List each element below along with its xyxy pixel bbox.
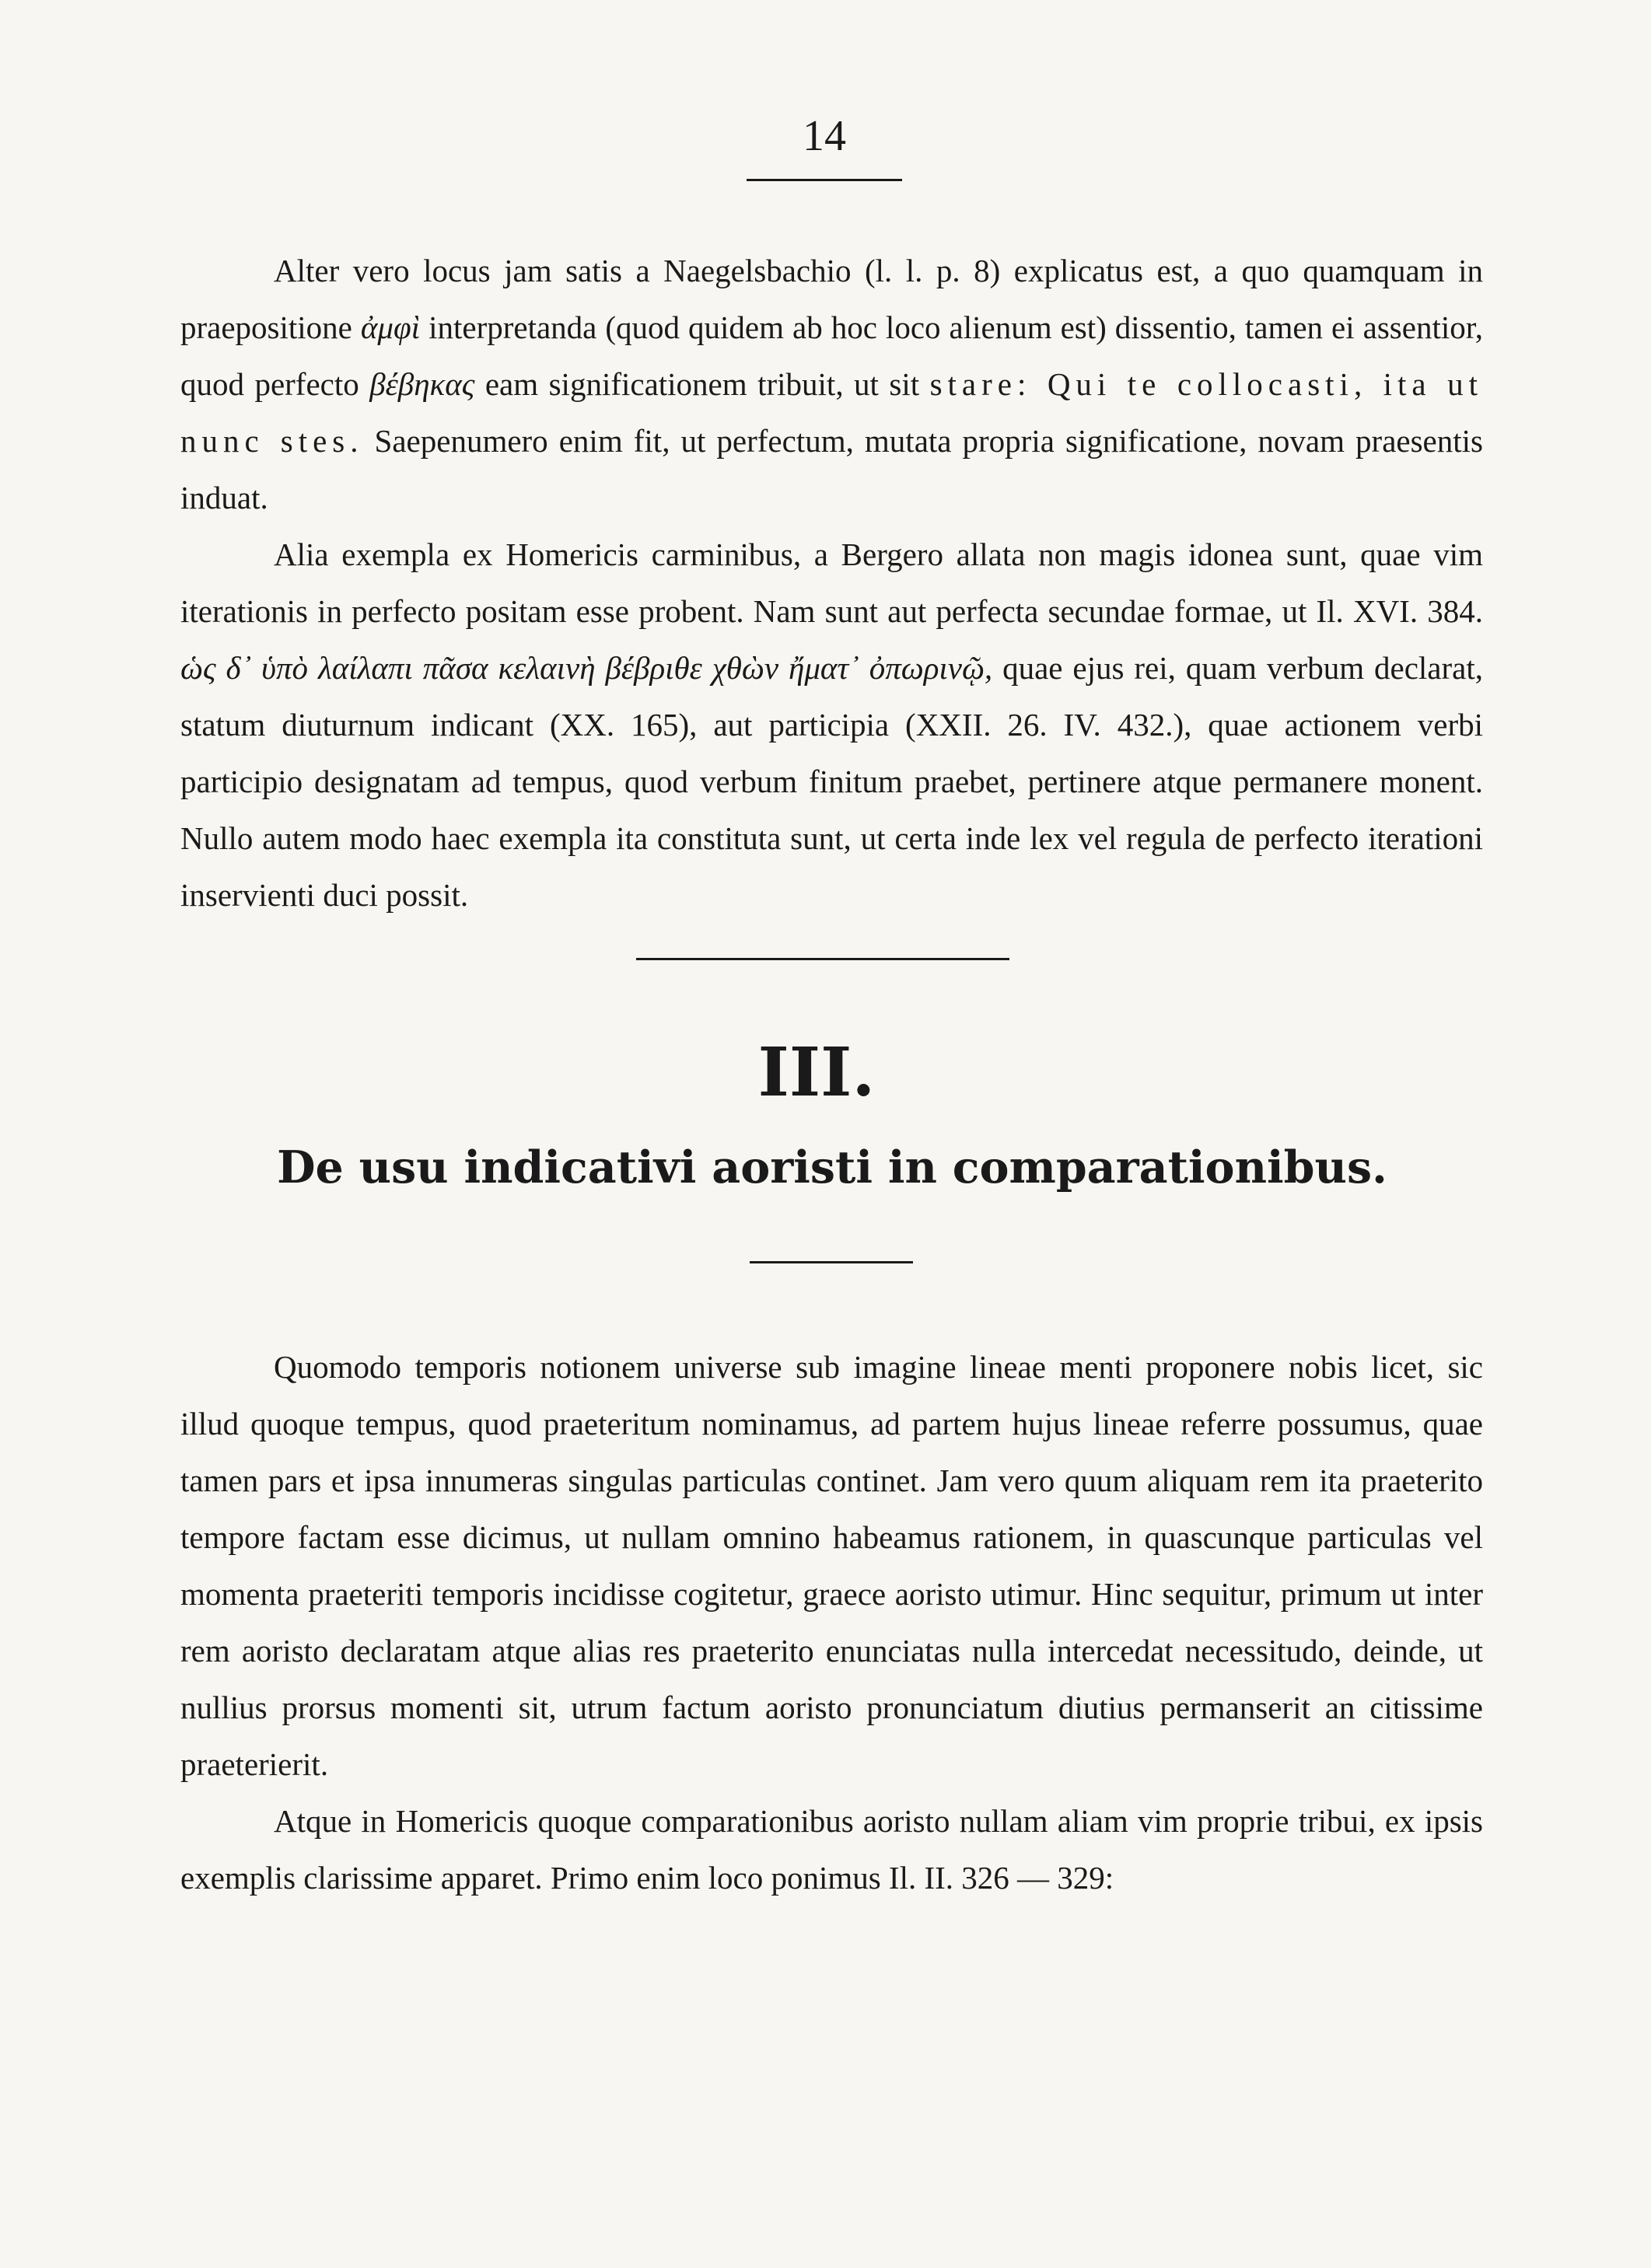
text-block-upper — [180, 243, 1483, 924]
greek-word: ἀμφὶ — [360, 309, 421, 345]
paragraph-text: interpretanda (quod quidem ab hoc loco alienum est) dissentio, tamen ei assentior, quod perfecto — [180, 309, 1483, 402]
title-underline-rule — [750, 1261, 913, 1263]
greek-word: βέβηκας — [369, 366, 475, 402]
spaced-emphasis: stare: Qui te collocasti, ita ut nunc stes. — [180, 366, 1483, 459]
paragraph-text: Saepenumero enim fit, ut perfectum, mutata propria significatione, novam praesentis induat. — [180, 423, 1483, 515]
paragraph-text: Alia exempla ex Homericis carminibus, a Bergero allata non magis idonea sunt, quae vim iterationis in perfecto positam esse probent. Nam sunt aut perfecta secundae formae, ut Il. XVI. 384. — [180, 536, 1483, 629]
section-divider-rule — [636, 958, 1009, 960]
paragraph-naegelsbach — [180, 243, 1483, 526]
paragraph-text: quae ejus rei, quam verbum declarat, statum diuturnum indicant (XX. 165), aut participia (XXII. 26. IV. 432.), quae actionem verbi participio designatam ad tempus, quod verbum finitum praebet, pertinere atque permanere monent. Nullo autem modo haec exempla ita constituta sunt, ut certa inde lex vel regula de perfecto iterationi inservienti duci possit. — [180, 650, 1483, 913]
paragraph-text: Alter vero locus jam satis a Naegelsbachio (l. l. p. 8) explicatus est, a quo quamquam in praepositione — [180, 253, 1483, 345]
greek-quotation: ὡς δ᾽ ὑπὸ λαίλαπι πᾶσα κελαινὴ βέβριθε χθὼν ἤματ᾽ ὀπωρινῷ, — [180, 650, 993, 686]
paragraph-text: eam significationem tribuit, ut sit — [474, 366, 930, 402]
header-rule — [747, 179, 902, 181]
section-title: De usu indicativi aoristi in comparationibus. — [277, 1141, 1387, 1193]
section-number: III. — [757, 1033, 876, 1112]
paragraph-alia-exempla — [180, 526, 1483, 924]
paragraph-quomodo: Quomodo temporis notionem universe sub imagine lineae menti proponere nobis licet, sic illud quoque tempus, quod praeteritum nominamus, ad partem hujus lineae referre possumus, quae tamen pars et ipsa innumeras singulas particulas continet. Jam vero quum aliquam rem ita praeterito tempore factam esse dicimus, ut nullam omnino habeamus rationem, in quascunque particulas vel momenta praeteriti temporis incidisse cogitetur, graece aoristo utimur. Hinc sequitur, primum ut inter rem aoristo declaratam atque alias res praeterito enunciatas nulla intercedat necessitudo, deinde, ut nullius prorsus momenti sit, utrum factum aoristo pronunciatum diutius permanserit an citissime praeterierit. — [180, 1349, 1483, 1782]
page-number: 14 — [803, 112, 846, 160]
paragraph-atque: Atque in Homericis quoque comparationibus aoristo nullam aliam vim proprie tribui, ex ipsis exemplis clarissime apparet. Primo enim loco ponimus Il. II. 326 — 329: — [180, 1803, 1483, 1896]
text-block-lower — [180, 1339, 1483, 1906]
